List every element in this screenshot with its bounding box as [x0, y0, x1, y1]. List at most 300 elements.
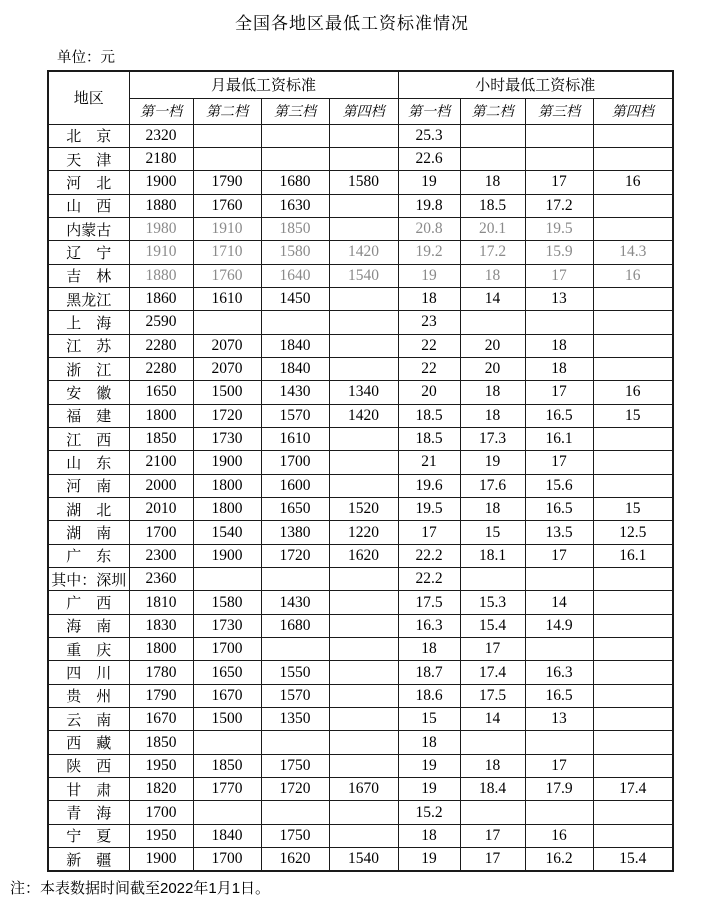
hourly-tier2-value-cell: 18 [460, 404, 525, 427]
page-title: 全国各地区最低工资标准情况 [235, 14, 469, 33]
hourly-tier2-value-cell: 17 [460, 824, 525, 847]
hourly-tier3-value-cell: 17 [525, 544, 593, 567]
monthly-tier3-value-cell: 1840 [261, 334, 329, 357]
monthly-tier1-value-cell: 2000 [129, 474, 193, 497]
monthly-tier3-value-cell: 1850 [261, 217, 329, 240]
region-cell: 上 海 [48, 311, 129, 334]
hourly-tier4-value-cell [593, 708, 673, 731]
hourly-tier1-value-cell: 20.8 [398, 217, 460, 240]
monthly-tier3-value-cell: 1550 [261, 661, 329, 684]
monthly-tier1-value-cell: 1820 [129, 778, 193, 801]
table-row [48, 194, 673, 217]
monthly-tier3-value-cell: 1570 [261, 684, 329, 707]
minimum-wage-table [47, 70, 674, 872]
table-row [48, 264, 673, 287]
region-cell: 安 徽 [48, 381, 129, 404]
monthly-tier1-value-cell: 2360 [129, 568, 193, 591]
hourly-tier3-value-cell: 13 [525, 287, 593, 310]
table-row [48, 357, 673, 380]
monthly-tier2-value-cell [193, 568, 261, 591]
monthly-tier3-value-cell: 1700 [261, 451, 329, 474]
monthly-tier2-value-cell: 1800 [193, 498, 261, 521]
hourly-tier4-value-cell [593, 731, 673, 754]
monthly-tier4-value-cell: 1420 [329, 241, 398, 264]
hourly-tier1-value-cell: 22 [398, 357, 460, 380]
monthly-tier4-value-cell [329, 451, 398, 474]
hourly-tier4-value-cell [593, 311, 673, 334]
hourly-tier3-value-cell: 17 [525, 754, 593, 777]
hourly-tier4-value-cell [593, 357, 673, 380]
hourly-tier2-value-cell [460, 311, 525, 334]
table-row [48, 778, 673, 801]
hourly-tier3-value-cell: 17.9 [525, 778, 593, 801]
hourly-tier4-value-cell [593, 638, 673, 661]
region-column-header: 地区 [48, 71, 129, 124]
monthly-tier2-value-cell: 1500 [193, 708, 261, 731]
hourly-tier2-value-cell: 20 [460, 357, 525, 380]
table-row [48, 801, 673, 824]
hourly-tier4-value-cell [593, 334, 673, 357]
region-cell: 内蒙古 [48, 217, 129, 240]
monthly-tier1-value-cell: 1780 [129, 661, 193, 684]
monthly-tier4-value-cell: 1620 [329, 544, 398, 567]
monthly-tier2-value-cell [193, 731, 261, 754]
hourly-tier1-value-cell: 22.2 [398, 544, 460, 567]
hourly-tier1-value-cell: 18.5 [398, 427, 460, 450]
monthly-tier1-value-cell: 1950 [129, 824, 193, 847]
hourly-tier1-value-cell: 15.2 [398, 801, 460, 824]
monthly-tier3-value-cell: 1430 [261, 381, 329, 404]
monthly-tier2-value-cell: 1910 [193, 217, 261, 240]
hourly-tier4-value-cell [593, 801, 673, 824]
region-cell: 广 东 [48, 544, 129, 567]
monthly-tier2-value-cell [193, 147, 261, 170]
monthly-tier1-value-cell: 1800 [129, 404, 193, 427]
monthly-tier2-value-cell: 2070 [193, 334, 261, 357]
hourly-tier3-value-cell: 16.1 [525, 427, 593, 450]
hourly-tier4-header: 第四档 [593, 98, 673, 124]
hourly-tier1-value-cell: 19 [398, 264, 460, 287]
monthly-tier4-value-cell: 1540 [329, 264, 398, 287]
hourly-tier2-value-cell: 18 [460, 498, 525, 521]
hourly-tier4-value-cell [593, 661, 673, 684]
table-row [48, 824, 673, 847]
hourly-tier2-value-cell: 17 [460, 638, 525, 661]
hourly-wage-group-header: 小时最低工资标准 [398, 71, 673, 98]
table-row [48, 708, 673, 731]
monthly-tier2-value-cell: 1650 [193, 661, 261, 684]
monthly-tier3-value-cell: 1650 [261, 498, 329, 521]
monthly-tier1-value-cell: 2180 [129, 147, 193, 170]
monthly-tier2-value-cell: 1730 [193, 614, 261, 637]
monthly-tier2-value-cell: 1900 [193, 451, 261, 474]
hourly-tier1-value-cell: 16.3 [398, 614, 460, 637]
hourly-tier3-value-cell: 18 [525, 334, 593, 357]
hourly-tier4-value-cell [593, 568, 673, 591]
region-cell: 江 苏 [48, 334, 129, 357]
monthly-tier1-value-cell: 1900 [129, 848, 193, 871]
region-cell: 四 川 [48, 661, 129, 684]
monthly-tier4-value-cell: 1520 [329, 498, 398, 521]
monthly-tier1-value-cell: 2010 [129, 498, 193, 521]
hourly-tier1-value-cell: 19.8 [398, 194, 460, 217]
hourly-tier3-value-cell [525, 568, 593, 591]
hourly-tier2-value-cell [460, 147, 525, 170]
hourly-tier2-value-cell: 17.4 [460, 661, 525, 684]
table-row [48, 241, 673, 264]
hourly-tier2-value-cell: 14 [460, 708, 525, 731]
hourly-tier4-value-cell: 15 [593, 498, 673, 521]
hourly-tier2-value-cell: 17.5 [460, 684, 525, 707]
monthly-tier1-value-cell: 1950 [129, 754, 193, 777]
hourly-tier2-value-cell: 15 [460, 521, 525, 544]
monthly-tier4-value-cell [329, 568, 398, 591]
hourly-tier3-value-cell: 13 [525, 708, 593, 731]
monthly-tier1-value-cell: 1880 [129, 194, 193, 217]
hourly-tier1-value-cell: 19.5 [398, 498, 460, 521]
monthly-tier4-value-cell [329, 311, 398, 334]
hourly-tier4-value-cell [593, 427, 673, 450]
hourly-tier1-value-cell: 17 [398, 521, 460, 544]
monthly-tier1-value-cell: 1810 [129, 591, 193, 614]
region-cell: 西 藏 [48, 731, 129, 754]
hourly-tier3-value-cell [525, 801, 593, 824]
monthly-tier2-value-cell: 1730 [193, 427, 261, 450]
hourly-tier4-value-cell: 16 [593, 264, 673, 287]
hourly-tier2-value-cell: 15.4 [460, 614, 525, 637]
hourly-tier1-value-cell: 22.6 [398, 147, 460, 170]
region-cell: 黑龙江 [48, 287, 129, 310]
hourly-tier2-value-cell: 18.4 [460, 778, 525, 801]
monthly-tier3-value-cell: 1840 [261, 357, 329, 380]
hourly-tier4-value-cell [593, 591, 673, 614]
monthly-tier4-value-cell [329, 614, 398, 637]
monthly-tier4-value-cell [329, 684, 398, 707]
table-row [48, 381, 673, 404]
hourly-tier3-header: 第三档 [525, 98, 593, 124]
monthly-tier2-value-cell: 1800 [193, 474, 261, 497]
monthly-tier3-value-cell: 1750 [261, 824, 329, 847]
hourly-tier1-value-cell: 18.6 [398, 684, 460, 707]
hourly-tier4-value-cell: 12.5 [593, 521, 673, 544]
region-cell: 海 南 [48, 614, 129, 637]
hourly-tier3-value-cell: 14 [525, 591, 593, 614]
hourly-tier3-value-cell [525, 638, 593, 661]
hourly-tier4-value-cell: 15.4 [593, 848, 673, 871]
hourly-tier4-value-cell: 16.1 [593, 544, 673, 567]
monthly-tier3-value-cell: 1720 [261, 778, 329, 801]
monthly-tier2-value-cell: 1850 [193, 754, 261, 777]
monthly-tier1-value-cell: 2590 [129, 311, 193, 334]
monthly-tier3-value-cell: 1750 [261, 754, 329, 777]
monthly-tier2-value-cell: 2070 [193, 357, 261, 380]
hourly-tier1-value-cell: 21 [398, 451, 460, 474]
table-row [48, 334, 673, 357]
hourly-tier1-header: 第一档 [398, 98, 460, 124]
monthly-tier4-value-cell: 1580 [329, 171, 398, 194]
monthly-tier1-value-cell: 1790 [129, 684, 193, 707]
monthly-tier4-value-cell: 1540 [329, 848, 398, 871]
unit-label: 单位：元 [57, 50, 115, 66]
table-row [48, 544, 673, 567]
region-cell: 云 南 [48, 708, 129, 731]
hourly-tier3-value-cell: 17 [525, 264, 593, 287]
hourly-tier1-value-cell: 18.5 [398, 404, 460, 427]
hourly-tier4-value-cell [593, 474, 673, 497]
monthly-tier4-value-cell [329, 287, 398, 310]
monthly-tier2-value-cell: 1610 [193, 287, 261, 310]
monthly-tier3-value-cell: 1630 [261, 194, 329, 217]
table-row [48, 521, 673, 544]
region-cell: 湖 南 [48, 521, 129, 544]
hourly-tier2-value-cell [460, 124, 525, 147]
footnote: 注：本表数据时间截至2022年1月1日。 [10, 880, 271, 897]
region-cell: 贵 州 [48, 684, 129, 707]
monthly-tier4-value-cell: 1340 [329, 381, 398, 404]
region-cell: 北 京 [48, 124, 129, 147]
hourly-tier3-value-cell: 17 [525, 171, 593, 194]
monthly-tier3-value-cell: 1720 [261, 544, 329, 567]
hourly-tier3-value-cell: 16 [525, 824, 593, 847]
monthly-tier1-value-cell: 1700 [129, 801, 193, 824]
region-cell: 天 津 [48, 147, 129, 170]
hourly-tier1-value-cell: 19 [398, 848, 460, 871]
hourly-tier4-value-cell [593, 614, 673, 637]
hourly-tier1-value-cell: 18 [398, 638, 460, 661]
hourly-tier1-value-cell: 18 [398, 824, 460, 847]
region-cell: 江 西 [48, 427, 129, 450]
monthly-tier3-value-cell: 1640 [261, 264, 329, 287]
region-cell: 重 庆 [48, 638, 129, 661]
monthly-tier2-value-cell [193, 311, 261, 334]
monthly-tier1-value-cell: 1860 [129, 287, 193, 310]
monthly-tier2-value-cell: 1540 [193, 521, 261, 544]
table-row [48, 754, 673, 777]
hourly-tier3-value-cell: 16.5 [525, 498, 593, 521]
monthly-tier2-value-cell: 1770 [193, 778, 261, 801]
monthly-tier3-value-cell [261, 568, 329, 591]
monthly-tier4-value-cell [329, 124, 398, 147]
region-cell: 广 西 [48, 591, 129, 614]
hourly-tier1-value-cell: 18 [398, 731, 460, 754]
hourly-tier1-value-cell: 20 [398, 381, 460, 404]
hourly-tier4-value-cell [593, 287, 673, 310]
region-cell: 其中：深圳 [48, 568, 129, 591]
monthly-tier2-header: 第二档 [193, 98, 261, 124]
hourly-tier1-value-cell: 18.7 [398, 661, 460, 684]
monthly-tier1-value-cell: 1670 [129, 708, 193, 731]
hourly-tier1-value-cell: 15 [398, 708, 460, 731]
monthly-tier4-value-cell [329, 194, 398, 217]
region-cell: 浙 江 [48, 357, 129, 380]
hourly-tier4-value-cell [593, 451, 673, 474]
hourly-tier1-value-cell: 19.6 [398, 474, 460, 497]
hourly-tier4-value-cell [593, 824, 673, 847]
monthly-tier4-value-cell [329, 357, 398, 380]
monthly-tier3-value-cell [261, 311, 329, 334]
region-cell: 福 建 [48, 404, 129, 427]
monthly-tier3-value-cell [261, 731, 329, 754]
hourly-tier4-value-cell [593, 194, 673, 217]
table-row [48, 614, 673, 637]
hourly-tier2-value-cell: 14 [460, 287, 525, 310]
monthly-tier1-value-cell: 2100 [129, 451, 193, 474]
monthly-tier4-value-cell [329, 591, 398, 614]
hourly-tier2-value-cell: 17.3 [460, 427, 525, 450]
monthly-tier4-value-cell [329, 824, 398, 847]
monthly-tier4-header: 第四档 [329, 98, 398, 124]
monthly-tier1-value-cell: 1650 [129, 381, 193, 404]
hourly-tier1-value-cell: 22 [398, 334, 460, 357]
hourly-tier2-value-cell: 20 [460, 334, 525, 357]
hourly-tier2-value-cell [460, 731, 525, 754]
monthly-tier4-value-cell [329, 427, 398, 450]
monthly-tier3-header: 第三档 [261, 98, 329, 124]
hourly-tier2-value-cell [460, 801, 525, 824]
monthly-tier1-value-cell: 2320 [129, 124, 193, 147]
hourly-tier2-value-cell [460, 568, 525, 591]
hourly-tier3-value-cell: 16.2 [525, 848, 593, 871]
monthly-tier1-value-cell: 1880 [129, 264, 193, 287]
monthly-tier4-value-cell [329, 638, 398, 661]
monthly-tier4-value-cell [329, 217, 398, 240]
hourly-tier3-value-cell: 14.9 [525, 614, 593, 637]
hourly-tier1-value-cell: 19 [398, 778, 460, 801]
monthly-tier1-value-cell: 1850 [129, 731, 193, 754]
monthly-tier2-value-cell: 1500 [193, 381, 261, 404]
monthly-tier1-value-cell: 1850 [129, 427, 193, 450]
hourly-tier3-value-cell: 15.6 [525, 474, 593, 497]
region-cell: 宁 夏 [48, 824, 129, 847]
monthly-tier1-value-cell: 2300 [129, 544, 193, 567]
hourly-tier3-value-cell [525, 124, 593, 147]
hourly-tier2-value-cell: 18.1 [460, 544, 525, 567]
hourly-tier1-value-cell: 19 [398, 754, 460, 777]
monthly-tier1-value-cell: 1980 [129, 217, 193, 240]
monthly-tier2-value-cell: 1760 [193, 264, 261, 287]
monthly-tier2-value-cell: 1710 [193, 241, 261, 264]
region-cell: 河 南 [48, 474, 129, 497]
hourly-tier1-value-cell: 17.5 [398, 591, 460, 614]
monthly-tier1-value-cell: 1910 [129, 241, 193, 264]
hourly-tier1-value-cell: 23 [398, 311, 460, 334]
monthly-tier1-header: 第一档 [129, 98, 193, 124]
monthly-tier4-value-cell [329, 801, 398, 824]
hourly-tier1-value-cell: 19 [398, 171, 460, 194]
hourly-tier4-value-cell [593, 217, 673, 240]
table-row [48, 311, 673, 334]
monthly-tier3-value-cell: 1450 [261, 287, 329, 310]
hourly-tier3-value-cell: 16.5 [525, 404, 593, 427]
monthly-tier3-value-cell [261, 801, 329, 824]
region-cell: 山 西 [48, 194, 129, 217]
monthly-tier4-value-cell: 1670 [329, 778, 398, 801]
hourly-tier2-value-cell: 18 [460, 754, 525, 777]
hourly-tier3-value-cell: 17 [525, 451, 593, 474]
monthly-tier2-value-cell: 1580 [193, 591, 261, 614]
hourly-tier2-value-cell: 19 [460, 451, 525, 474]
hourly-tier1-value-cell: 25.3 [398, 124, 460, 147]
hourly-tier4-value-cell: 15 [593, 404, 673, 427]
table-row [48, 661, 673, 684]
region-cell: 辽 宁 [48, 241, 129, 264]
region-cell: 青 海 [48, 801, 129, 824]
region-cell: 吉 林 [48, 264, 129, 287]
table-row [48, 451, 673, 474]
monthly-tier1-value-cell: 2280 [129, 334, 193, 357]
monthly-tier2-value-cell: 1900 [193, 544, 261, 567]
monthly-tier2-value-cell [193, 801, 261, 824]
hourly-tier2-header: 第二档 [460, 98, 525, 124]
hourly-tier1-value-cell: 19.2 [398, 241, 460, 264]
monthly-tier2-value-cell: 1720 [193, 404, 261, 427]
hourly-tier4-value-cell [593, 147, 673, 170]
monthly-tier3-value-cell: 1680 [261, 614, 329, 637]
hourly-tier4-value-cell: 16 [593, 171, 673, 194]
table-row [48, 404, 673, 427]
hourly-tier4-value-cell: 14.3 [593, 241, 673, 264]
hourly-tier3-value-cell: 17.2 [525, 194, 593, 217]
monthly-tier4-value-cell [329, 661, 398, 684]
hourly-tier1-value-cell: 18 [398, 287, 460, 310]
monthly-tier4-value-cell [329, 731, 398, 754]
monthly-tier3-value-cell: 1380 [261, 521, 329, 544]
hourly-tier3-value-cell: 16.5 [525, 684, 593, 707]
region-cell: 新 疆 [48, 848, 129, 871]
monthly-tier4-value-cell: 1220 [329, 521, 398, 544]
hourly-tier2-value-cell: 18 [460, 171, 525, 194]
monthly-tier4-value-cell [329, 147, 398, 170]
monthly-tier4-value-cell [329, 708, 398, 731]
monthly-tier2-value-cell: 1790 [193, 171, 261, 194]
hourly-tier4-value-cell [593, 684, 673, 707]
monthly-tier1-value-cell: 1900 [129, 171, 193, 194]
hourly-tier3-value-cell [525, 311, 593, 334]
monthly-tier2-value-cell: 1700 [193, 638, 261, 661]
monthly-tier3-value-cell [261, 124, 329, 147]
monthly-tier3-value-cell: 1680 [261, 171, 329, 194]
hourly-tier3-value-cell: 15.9 [525, 241, 593, 264]
monthly-tier1-value-cell: 1800 [129, 638, 193, 661]
table-row [48, 474, 673, 497]
monthly-tier3-value-cell [261, 147, 329, 170]
table-row [48, 591, 673, 614]
hourly-tier3-value-cell: 16.3 [525, 661, 593, 684]
hourly-tier2-value-cell: 17.2 [460, 241, 525, 264]
table-row [48, 171, 673, 194]
monthly-wage-group-header: 月最低工资标准 [129, 71, 398, 98]
monthly-tier4-value-cell [329, 334, 398, 357]
monthly-tier1-value-cell: 1830 [129, 614, 193, 637]
monthly-tier4-value-cell [329, 754, 398, 777]
monthly-tier1-value-cell: 1700 [129, 521, 193, 544]
hourly-tier3-value-cell: 18 [525, 357, 593, 380]
hourly-tier2-value-cell: 18 [460, 381, 525, 404]
table-row [48, 498, 673, 521]
monthly-tier4-value-cell [329, 474, 398, 497]
monthly-tier3-value-cell: 1610 [261, 427, 329, 450]
hourly-tier2-value-cell: 17.6 [460, 474, 525, 497]
table-row [48, 427, 673, 450]
hourly-tier3-value-cell: 19.5 [525, 217, 593, 240]
hourly-tier3-value-cell: 13.5 [525, 521, 593, 544]
monthly-tier3-value-cell: 1430 [261, 591, 329, 614]
monthly-tier3-value-cell: 1580 [261, 241, 329, 264]
region-cell: 山 东 [48, 451, 129, 474]
region-cell: 河 北 [48, 171, 129, 194]
region-cell: 陕 西 [48, 754, 129, 777]
monthly-tier2-value-cell: 1700 [193, 848, 261, 871]
